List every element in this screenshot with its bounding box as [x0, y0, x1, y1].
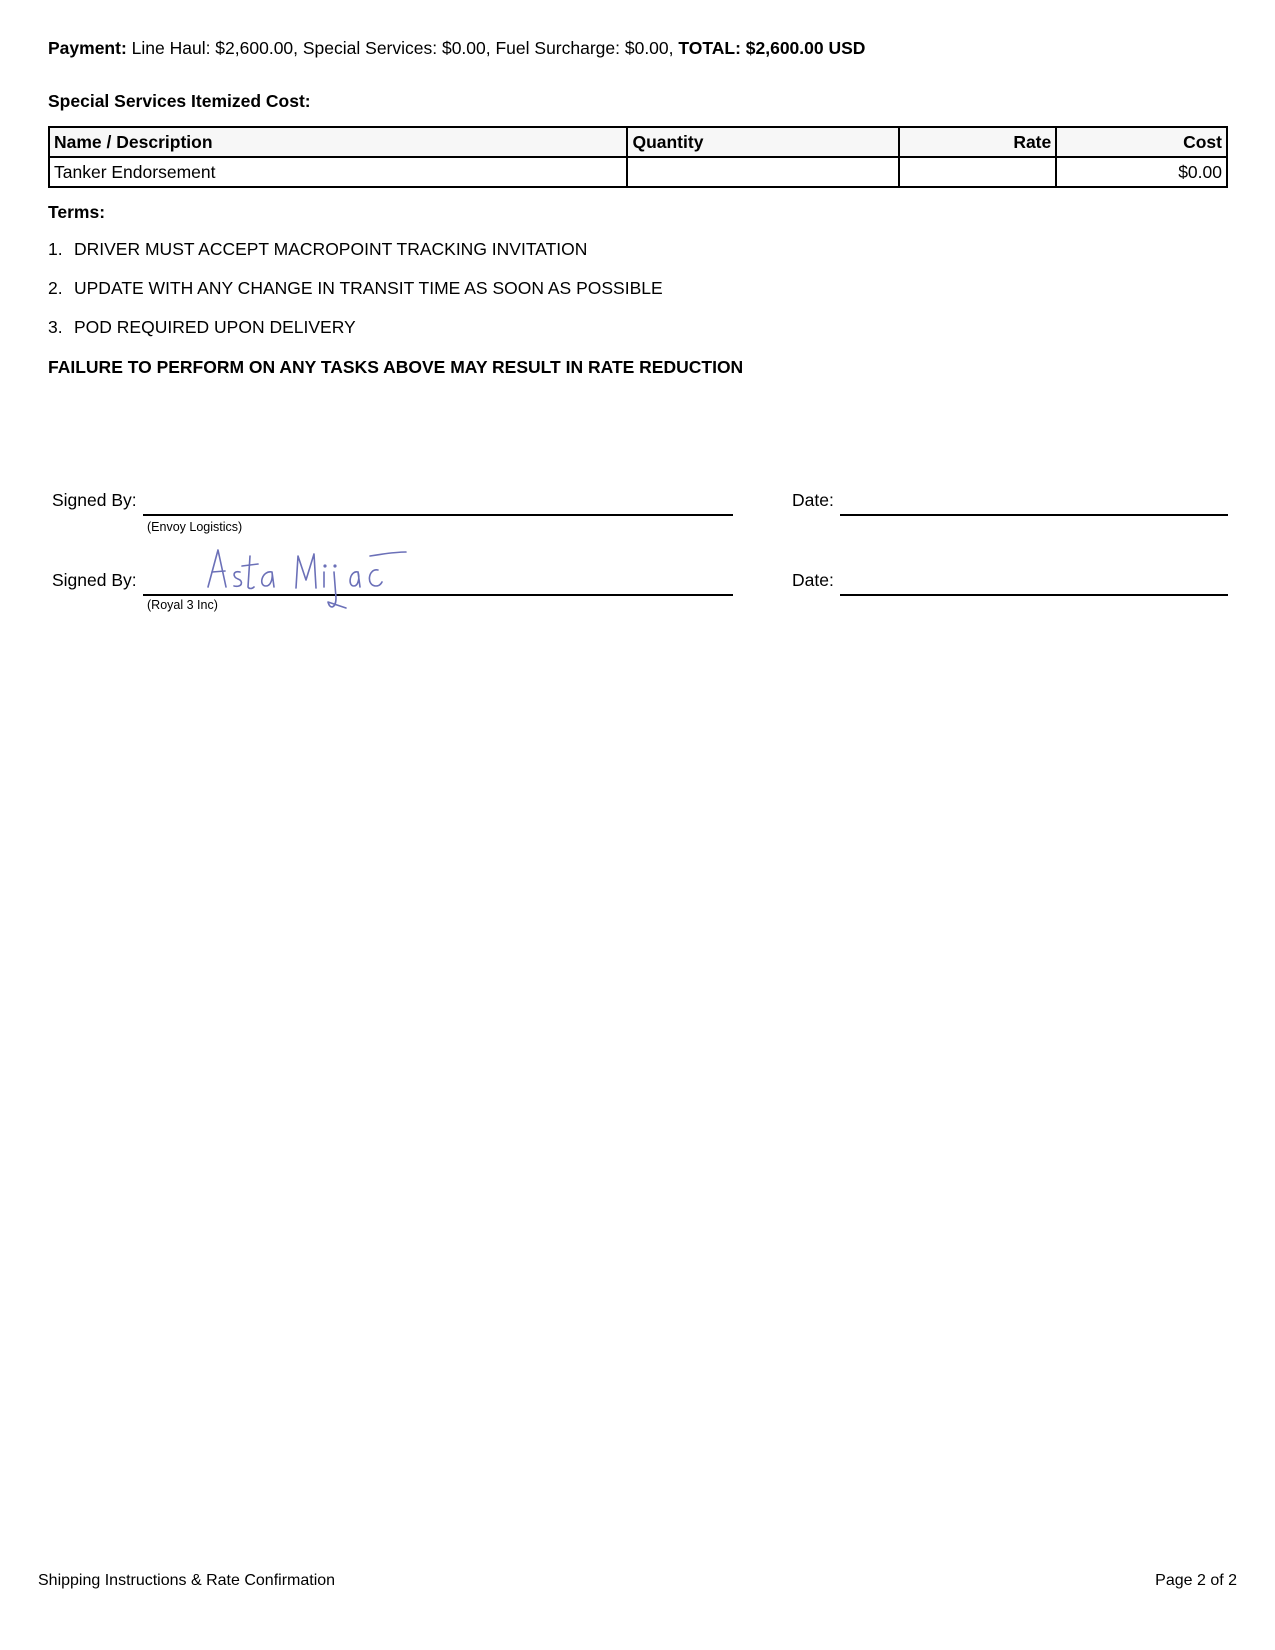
term-number: 1.	[48, 239, 63, 259]
date-line-envoy[interactable]	[840, 514, 1228, 516]
term-item	[48, 278, 663, 299]
handwritten-signature	[200, 542, 410, 622]
signature-line-envoy[interactable]	[143, 514, 733, 516]
footer-page-number: Page 2 of 2	[1155, 1572, 1237, 1589]
term-text: POD REQUIRED UPON DELIVERY	[74, 317, 356, 337]
special-services-table	[48, 126, 1228, 188]
cell-name: Tanker Endorsement	[49, 157, 627, 187]
payment-total: TOTAL: $2,600.00 USD	[678, 38, 866, 58]
cell-cost: $0.00	[1056, 157, 1227, 187]
date-label-royal: Date:	[792, 570, 834, 590]
signer-company-royal: (Royal 3 Inc)	[147, 598, 218, 612]
date-label-envoy: Date:	[792, 490, 834, 510]
signed-by-label-envoy: Signed By:	[52, 490, 137, 510]
footer-document-title: Shipping Instructions & Rate Confirmation	[38, 1572, 336, 1589]
terms-title: Terms:	[48, 202, 106, 222]
header-name: Name / Description	[49, 127, 627, 157]
table-row	[49, 157, 1227, 187]
header-rate: Rate	[899, 127, 1057, 157]
payment-label: Payment:	[48, 38, 127, 58]
term-text: UPDATE WITH ANY CHANGE IN TRANSIT TIME AS SOON AS POSSIBLE	[74, 278, 663, 298]
term-number: 3.	[48, 317, 63, 337]
header-cost: Cost	[1056, 127, 1227, 157]
signer-company-envoy: (Envoy Logistics)	[147, 520, 243, 534]
payment-details: Line Haul: $2,600.00, Special Services: $0.00, Fuel Surcharge: $0.00,	[126, 38, 679, 58]
cell-quantity	[627, 157, 898, 187]
payment-summary	[48, 38, 865, 59]
term-item	[48, 239, 587, 260]
rate-reduction-warning: FAILURE TO PERFORM ON ANY TASKS ABOVE MAY RESULT IN RATE REDUCTION	[48, 357, 744, 377]
term-item	[48, 317, 356, 338]
header-quantity: Quantity	[627, 127, 898, 157]
special-services-title: Special Services Itemized Cost:	[48, 91, 311, 111]
cell-rate	[899, 157, 1057, 187]
signed-by-label-royal: Signed By:	[52, 570, 137, 590]
term-number: 2.	[48, 278, 63, 298]
date-line-royal[interactable]	[840, 594, 1228, 596]
term-text: DRIVER MUST ACCEPT MACROPOINT TRACKING INVITATION	[74, 239, 588, 259]
table-header-row	[49, 127, 1227, 157]
